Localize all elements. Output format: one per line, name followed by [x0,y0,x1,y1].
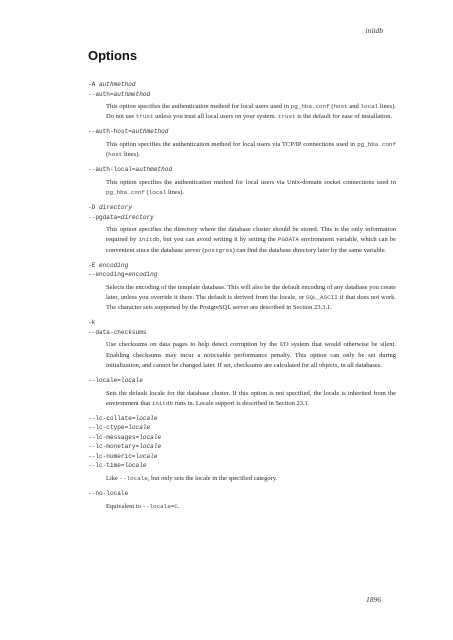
option-entry [88,203,396,256]
option-description [106,140,396,160]
option-description [106,389,396,409]
running-head: initdb [365,26,383,35]
inline-code: trust [277,113,296,121]
option-term [88,270,396,280]
option-term [88,433,396,443]
option-description [106,502,396,512]
option-term [88,376,396,386]
option-description [106,283,396,314]
description-text: Like [106,474,120,482]
description-text: Use checksums on data pages to help detect corruption by the I/O system that would otherwise be silent. Enabling checksums may incur a noticeable performance penalty. This option can only be set during initialization, and cannot be changed later. If set, checksums are calculated for all objects, in all databases. [106,341,396,369]
inline-code: pg_hba.conf [357,140,396,148]
option-description [106,225,396,256]
option-entry [88,414,396,484]
option-flag: --encoding= [88,271,129,279]
description-text: Equivalent to [106,502,143,510]
option-flag: --no-locale [88,490,129,498]
option-argument: locale [139,433,162,441]
option-flag: --lc-collate= [88,414,136,422]
option-flag: -k [88,319,96,327]
option-flag: --auth-local= [88,166,136,174]
description-text: , but you can avoid writing it by setting the [159,236,278,244]
option-term [88,414,396,424]
option-flag: --lc-monetary= [88,443,140,451]
section-title: Options [88,48,138,63]
inline-code: local [360,103,379,110]
option-flag: -A [88,81,99,88]
description-text: ( [106,151,109,159]
inline-code: PGDATA [277,236,300,244]
option-flag: --lc-numeric= [88,452,136,460]
inline-code: postgres [204,246,233,254]
option-flag: --data-checksums [88,328,147,336]
option-term [88,203,396,213]
option-entry [88,376,396,409]
option-term [88,452,396,462]
description-text: ) can find the database directory later by the same variable. [232,246,387,254]
option-term [88,423,396,433]
option-term [88,261,396,271]
option-flag: --auth= [88,90,114,98]
description-text: if that does not work. The character sets supported by the PostgreSQL server are described in Section 23.3.1. [106,294,397,312]
option-flag: -D [88,204,99,212]
option-term [88,213,396,223]
description-text: This option specifies the directory where the database cluster should be stored. This is the only information required by [106,226,396,244]
inline-code: pg_hba.conf [106,189,145,197]
description-text: This option specifies the authentication method for local users via TCP/IP connections used in [106,140,358,148]
option-entry [88,318,396,371]
description-text: lines). Do not use [106,103,396,121]
option-argument: locale [135,452,158,460]
option-description [106,102,396,122]
inline-code: initdb [138,236,160,244]
option-term [88,489,396,499]
option-flag: --lc-messages= [88,433,140,441]
option-description [106,340,396,371]
description-text: This option specifies the authentication method for local users via Unix-domain socket connections used in [106,178,396,186]
option-argument: encoding [128,271,158,279]
option-argument: locale [128,424,151,432]
option-entry [88,127,396,160]
inline-code: --locale=C [142,502,178,510]
inline-code: local [148,189,167,197]
page-number: 1896 [366,595,381,604]
option-argument: locale [120,377,143,385]
option-term [88,461,396,471]
option-argument: locale [139,443,162,451]
inline-code: pg_hba.conf [290,103,330,110]
option-flag: --lc-time= [88,462,125,470]
option-flag: --locale= [88,377,121,385]
option-argument: directory [120,213,154,221]
inline-code: trust [135,113,154,121]
inline-code: host [108,151,123,159]
option-term [88,165,396,175]
option-argument: authmethod [113,90,151,98]
option-entry [88,165,396,198]
description-text: . [177,502,180,510]
option-term [88,328,396,338]
inline-code: initdb [151,399,174,407]
option-argument: authmethod [98,81,136,88]
description-text: Sets the default locale for the database cluster. If this option is not specified, the locale is inherited from the environment that [106,389,396,407]
option-argument: authmethod [135,166,173,174]
option-flag: --auth-host= [88,128,132,136]
description-text: This option specifies the authentication method for local users used in [106,103,291,110]
option-entry [88,489,396,512]
option-description [106,474,396,484]
description-text: environment variable, which can be convenient since the database server ( [106,236,397,254]
inline-code: SQL_ASCII [305,294,338,302]
option-term [88,90,396,100]
option-term [88,318,396,328]
description-text: ( [144,189,149,197]
option-entry [88,261,396,314]
description-text: Selects the encoding of the template database. This will also be the default encoding of any database you create later, unless you override it there. The default is derived from the locale, or [106,283,396,302]
option-term [88,80,396,90]
option-flag: --pgdata= [88,213,121,221]
option-term [88,442,396,452]
inline-code: host [333,103,348,110]
description-text: unless you trust all local users on your system. [153,113,278,121]
description-text: , but only sets the locale in the specified category. [147,474,278,482]
option-argument: locale [124,462,147,470]
option-list [88,80,396,517]
description-text: ( [329,103,334,110]
option-flag: -E [88,261,99,269]
description-text: lines). [122,151,141,159]
option-argument: directory [98,204,132,212]
option-entry [88,80,396,122]
option-argument: authmethod [131,128,169,136]
option-argument: locale [135,414,158,422]
description-text: is the default for ease of installation. [295,113,392,121]
option-flag: --lc-ctype= [88,424,129,432]
option-argument: encoding [98,261,129,269]
description-text: runs in. Locale support is described in Section 23.1. [173,399,310,407]
option-description [106,178,396,198]
option-term [88,127,396,137]
description-text: and [347,103,361,110]
description-text: lines). [166,189,185,197]
inline-code: --locale [119,474,148,482]
